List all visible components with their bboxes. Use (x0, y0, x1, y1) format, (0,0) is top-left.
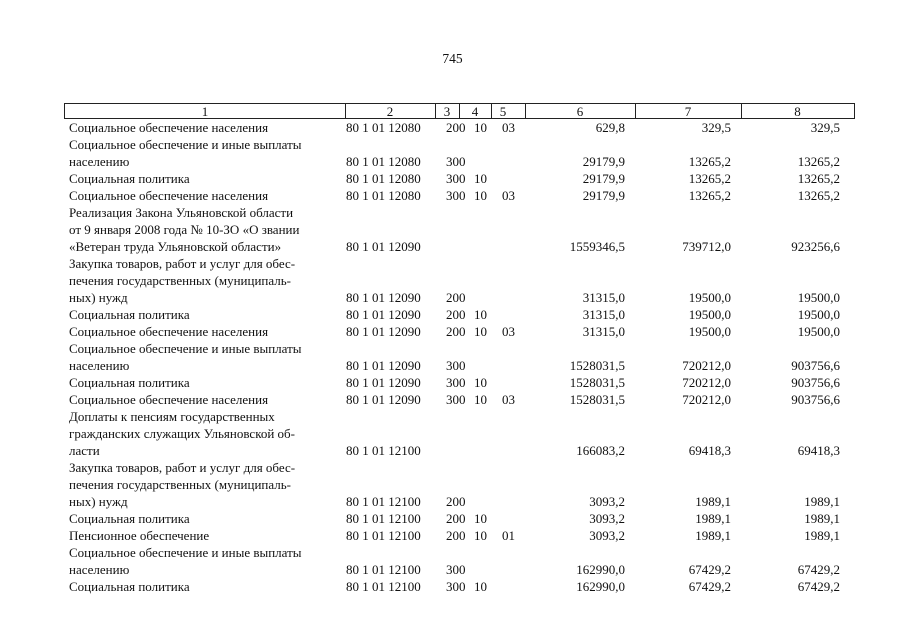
header-col-6: 6 (576, 104, 584, 119)
row-value-col6: 29179,9 (582, 154, 625, 169)
table-body (64, 119, 855, 595)
row-name-line: населению (69, 358, 130, 373)
row-expense-type: 200 (446, 324, 466, 339)
row-name-line: населению (69, 154, 130, 169)
row-value-col7: 67429,2 (688, 562, 731, 577)
row-value-col7: 13265,2 (688, 154, 731, 169)
table-row (64, 170, 855, 187)
row-name (69, 544, 339, 578)
row-value-col6: 162990,0 (576, 579, 625, 594)
row-name-line: Социальная политика (69, 511, 190, 526)
row-name-line: ласти (69, 443, 100, 458)
row-subsection: 03 (502, 188, 515, 203)
row-expense-type: 300 (446, 579, 466, 594)
table-row (64, 459, 855, 510)
row-name-line: «Ветеран труда Ульяновской области» (69, 239, 282, 254)
row-name-line: печения государственных (муниципаль- (69, 273, 292, 288)
row-value-col8: 1989,1 (804, 511, 840, 526)
row-value-col7: 739712,0 (682, 239, 731, 254)
row-expense-type: 200 (446, 307, 466, 322)
row-expense-type: 200 (446, 494, 466, 509)
row-name-line: ных) нужд (69, 494, 128, 509)
table-row (64, 340, 855, 374)
row-value-col7: 329,5 (701, 120, 731, 135)
row-value-col6: 3093,2 (589, 511, 625, 526)
row-code: 80 1 01 12080 (346, 188, 421, 203)
row-value-col8: 19500,0 (797, 324, 840, 339)
row-name (69, 306, 339, 323)
row-expense-type: 200 (446, 511, 466, 526)
row-code: 80 1 01 12090 (346, 375, 421, 390)
row-name-line: Социальное обеспечение и иные выплаты (69, 545, 302, 560)
header-col-7: 7 (684, 104, 692, 119)
row-value-col6: 31315,0 (582, 290, 625, 305)
row-code: 80 1 01 12100 (346, 579, 421, 594)
row-code: 80 1 01 12090 (346, 239, 421, 254)
row-section: 10 (474, 375, 487, 390)
table-row (64, 408, 855, 459)
row-value-col7: 720212,0 (682, 375, 731, 390)
row-code: 80 1 01 12080 (346, 120, 421, 135)
row-code: 80 1 01 12090 (346, 290, 421, 305)
row-code: 80 1 01 12090 (346, 392, 421, 407)
row-name-line: Пенсионное обеспечение (69, 528, 210, 543)
row-value-col6: 629,8 (595, 120, 625, 135)
row-expense-type: 200 (446, 528, 466, 543)
row-section: 10 (474, 324, 487, 339)
row-subsection: 03 (502, 392, 515, 407)
row-name (69, 136, 339, 170)
table-row (64, 323, 855, 340)
row-subsection: 03 (502, 120, 515, 135)
row-value-col8: 19500,0 (797, 307, 840, 322)
row-name-line: Социальное обеспечение населения (69, 392, 269, 407)
row-code: 80 1 01 12090 (346, 358, 421, 373)
row-code: 80 1 01 12090 (346, 307, 421, 322)
row-value-col7: 720212,0 (682, 392, 731, 407)
row-value-col7: 19500,0 (688, 307, 731, 322)
row-value-col6: 3093,2 (589, 494, 625, 509)
row-name-line: Социальное обеспечение населения (69, 324, 269, 339)
row-value-col8: 67429,2 (797, 562, 840, 577)
row-name-line: печения государственных (муниципаль- (69, 477, 292, 492)
row-section: 10 (474, 528, 487, 543)
row-value-col6: 162990,0 (576, 562, 625, 577)
row-value-col7: 720212,0 (682, 358, 731, 373)
row-value-col7: 1989,1 (695, 528, 731, 543)
row-name (69, 527, 339, 544)
table-row (64, 306, 855, 323)
row-value-col8: 13265,2 (797, 171, 840, 186)
header-col-2: 2 (386, 104, 394, 119)
row-value-col8: 329,5 (810, 120, 840, 135)
header-col-8: 8 (794, 104, 801, 119)
row-expense-type: 300 (446, 188, 466, 203)
row-name (69, 170, 339, 187)
row-name (69, 510, 339, 527)
row-section: 10 (474, 579, 487, 594)
row-value-col6: 29179,9 (582, 171, 625, 186)
row-value-col7: 19500,0 (688, 290, 731, 305)
row-name-line: от 9 января 2008 года № 10-ЗО «О звании (69, 222, 300, 237)
row-name (69, 459, 339, 510)
header-col-5: 5 (499, 104, 507, 119)
row-value-col7: 13265,2 (688, 188, 731, 203)
row-name (69, 391, 339, 408)
row-name-line: Закупка товаров, работ и услуг для обес- (69, 256, 296, 271)
row-name-line: населению (69, 562, 130, 577)
row-name (69, 408, 339, 459)
row-expense-type: 200 (446, 120, 466, 135)
row-value-col8: 903756,6 (791, 392, 840, 407)
table-row (64, 578, 855, 595)
table-header (64, 103, 855, 119)
row-code: 80 1 01 12100 (346, 528, 421, 543)
row-value-col6: 1528031,5 (569, 375, 625, 390)
row-value-col8: 67429,2 (797, 579, 840, 594)
header-col-1: 1 (201, 104, 209, 119)
budget-table (64, 103, 855, 595)
row-code: 80 1 01 12100 (346, 443, 421, 458)
row-section: 10 (474, 171, 487, 186)
row-name (69, 340, 339, 374)
header-col-3: 3 (443, 104, 451, 119)
table-row (64, 204, 855, 255)
row-code: 80 1 01 12090 (346, 324, 421, 339)
row-value-col6: 31315,0 (582, 324, 625, 339)
row-name (69, 578, 339, 595)
row-name-line: ных) нужд (69, 290, 128, 305)
row-value-col6: 29179,9 (582, 188, 625, 203)
row-value-col6: 1528031,5 (569, 392, 625, 407)
row-name-line: Доплаты к пенсиям государственных (69, 409, 275, 424)
row-name (69, 204, 339, 255)
row-name (69, 374, 339, 391)
row-value-col8: 19500,0 (797, 290, 840, 305)
row-name-line: Социальная политика (69, 579, 190, 594)
row-name-line: Закупка товаров, работ и услуг для обес- (69, 460, 296, 475)
row-section: 10 (474, 392, 487, 407)
row-value-col8: 13265,2 (797, 188, 840, 203)
row-section: 10 (474, 307, 487, 322)
table-row (64, 119, 855, 136)
row-subsection: 01 (502, 528, 515, 543)
row-section: 10 (474, 511, 487, 526)
row-name-line: гражданских служащих Ульяновской об- (69, 426, 296, 441)
table-row (64, 527, 855, 544)
header-col-4: 4 (471, 104, 479, 119)
row-value-col7: 69418,3 (688, 443, 731, 458)
row-section: 10 (474, 120, 487, 135)
table-row (64, 544, 855, 578)
row-expense-type: 300 (446, 171, 466, 186)
row-name-line: Социальное обеспечение населения (69, 120, 269, 135)
row-name (69, 119, 339, 136)
row-value-col8: 1989,1 (804, 528, 840, 543)
row-value-col7: 1989,1 (695, 511, 731, 526)
row-value-col6: 3093,2 (589, 528, 625, 543)
row-value-col8: 1989,1 (804, 494, 840, 509)
table-row (64, 391, 855, 408)
row-value-col8: 69418,3 (797, 443, 840, 458)
row-expense-type: 300 (446, 358, 466, 373)
table-row (64, 136, 855, 170)
row-expense-type: 300 (446, 375, 466, 390)
table-row (64, 187, 855, 204)
row-expense-type: 300 (446, 154, 466, 169)
row-name-line: Социальное обеспечение населения (69, 188, 269, 203)
row-value-col6: 1528031,5 (569, 358, 625, 373)
row-name (69, 323, 339, 340)
row-expense-type: 200 (446, 290, 466, 305)
row-value-col6: 166083,2 (576, 443, 625, 458)
row-value-col7: 1989,1 (695, 494, 731, 509)
row-code: 80 1 01 12100 (346, 511, 421, 526)
page-number: 745 (442, 51, 463, 66)
row-expense-type: 300 (446, 562, 466, 577)
row-name (69, 187, 339, 204)
row-name-line: Социальное обеспечение и иные выплаты (69, 137, 302, 152)
row-name-line: Социальная политика (69, 171, 190, 186)
row-expense-type: 300 (446, 392, 466, 407)
row-value-col6: 31315,0 (582, 307, 625, 322)
row-value-col8: 13265,2 (797, 154, 840, 169)
row-code: 80 1 01 12080 (346, 154, 421, 169)
table-row (64, 255, 855, 306)
row-value-col7: 67429,2 (688, 579, 731, 594)
row-name-line: Социальная политика (69, 307, 190, 322)
row-code: 80 1 01 12100 (346, 494, 421, 509)
row-value-col7: 19500,0 (688, 324, 731, 339)
row-subsection: 03 (502, 324, 515, 339)
row-value-col7: 13265,2 (688, 171, 731, 186)
row-name (69, 255, 339, 306)
row-code: 80 1 01 12100 (346, 562, 421, 577)
table-row (64, 510, 855, 527)
row-name-line: Реализация Закона Ульяновской области (69, 205, 294, 220)
row-value-col8: 903756,6 (791, 375, 840, 390)
row-value-col8: 923256,6 (791, 239, 840, 254)
table-row (64, 374, 855, 391)
row-value-col8: 903756,6 (791, 358, 840, 373)
row-section: 10 (474, 188, 487, 203)
row-name-line: Социальное обеспечение и иные выплаты (69, 341, 302, 356)
row-value-col6: 1559346,5 (569, 239, 625, 254)
row-code: 80 1 01 12080 (346, 171, 421, 186)
row-name-line: Социальная политика (69, 375, 190, 390)
